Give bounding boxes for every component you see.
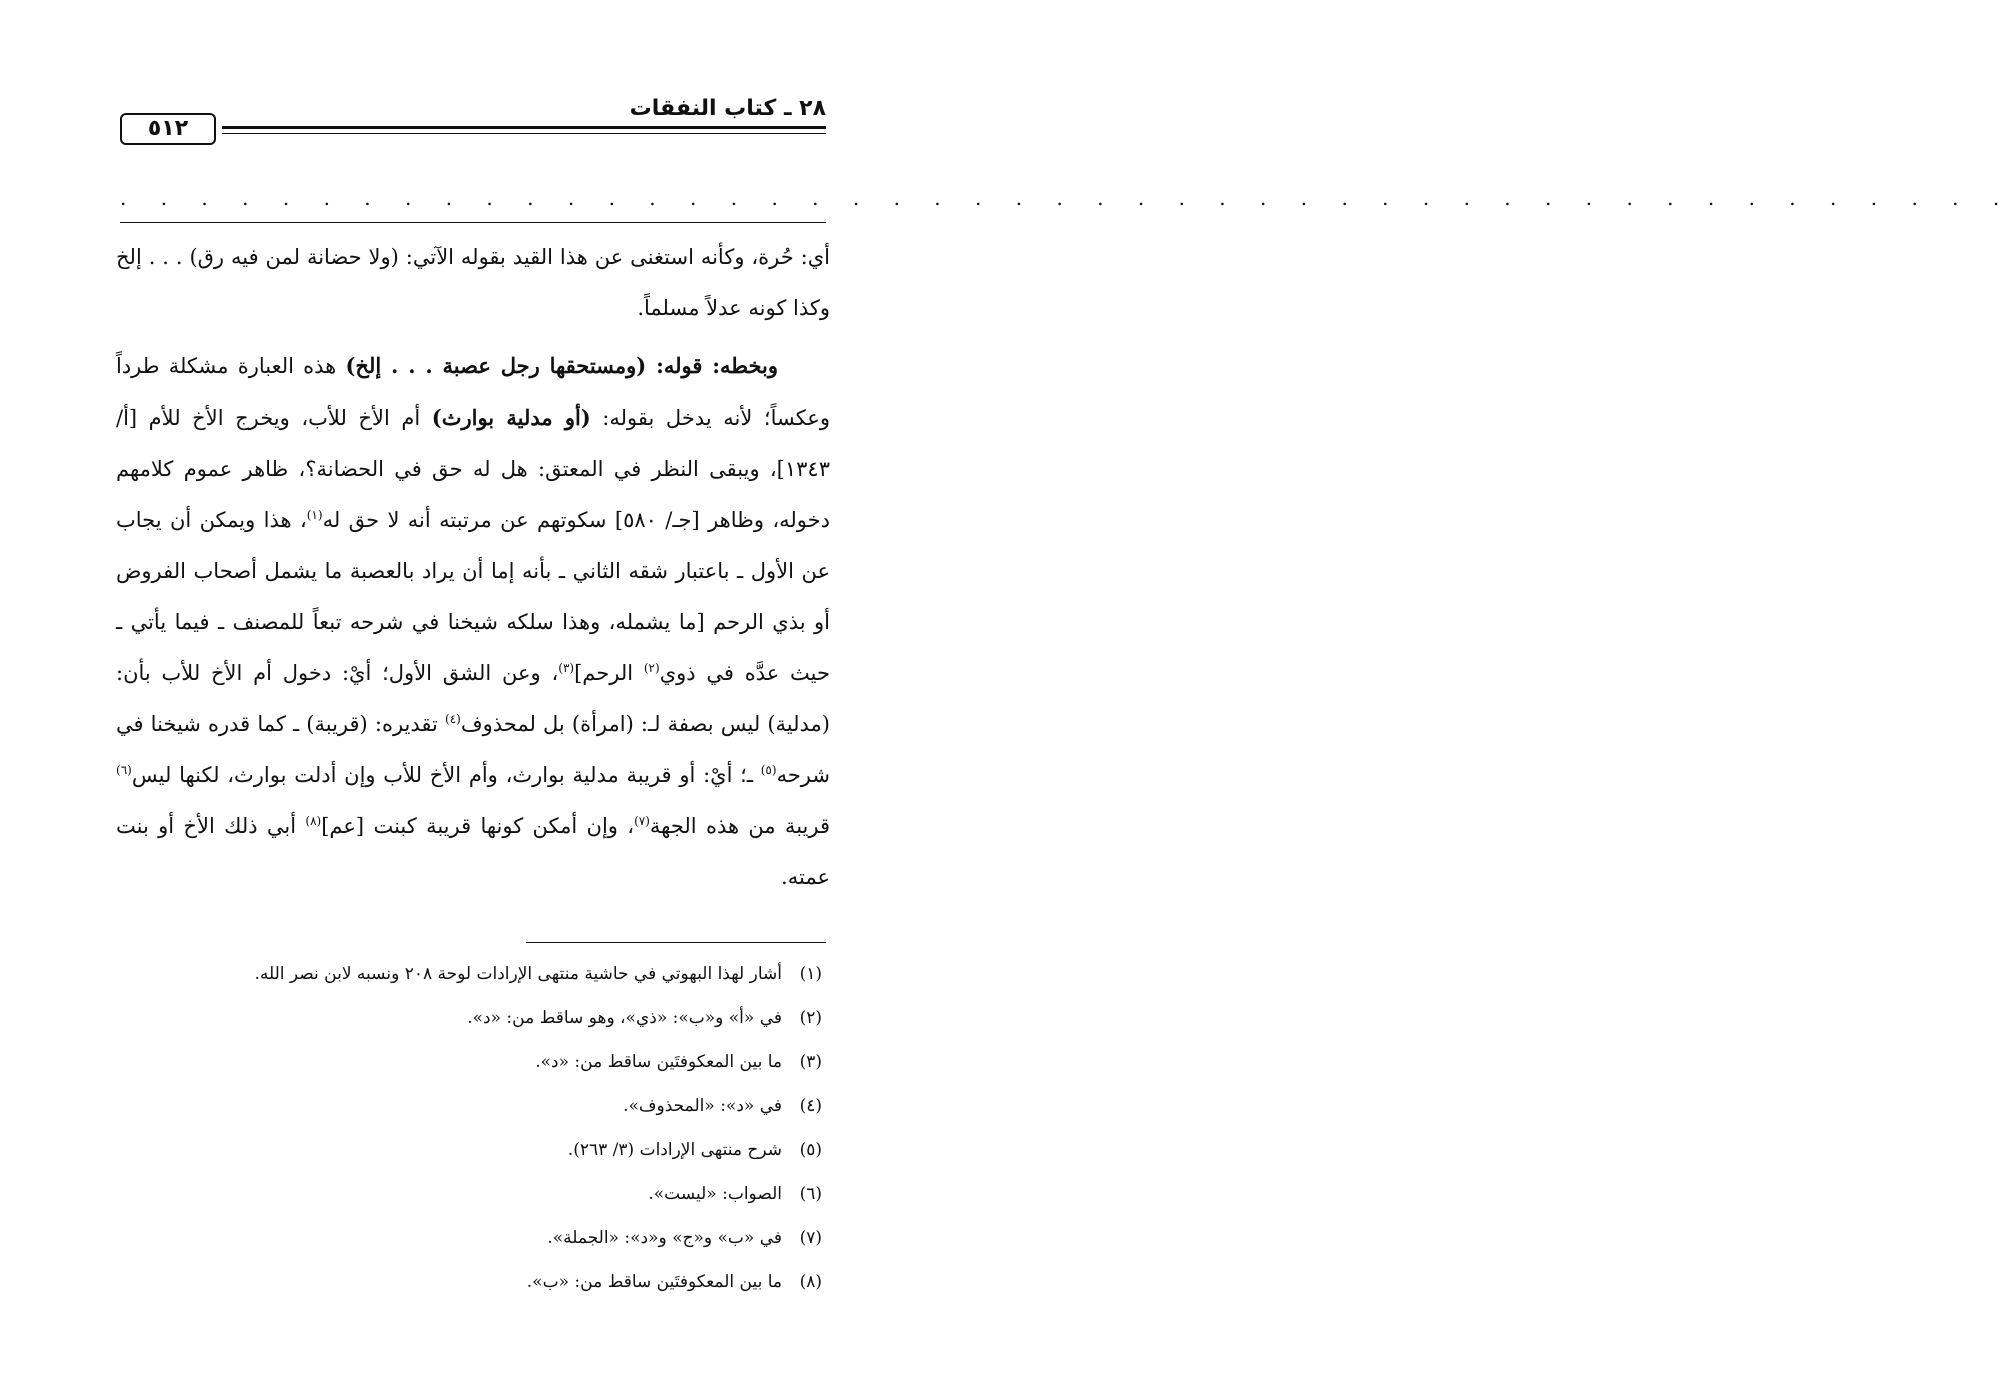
footnote-text: شرح منتهى الإرادات (٣/ ٢٦٣).	[567, 1140, 782, 1160]
footnote-number: (٦)	[799, 1184, 822, 1204]
paragraph-2-lead: وبخطه: قوله: (ومستحقها رجل عصبة . . . إلخ)	[345, 353, 778, 378]
footnote-text: ما بين المعكوفتَين ساقط من: «د».	[535, 1052, 782, 1072]
footnote-ref-8[interactable]: (٨)	[305, 814, 322, 828]
footnote-number: (٢)	[799, 1008, 822, 1028]
footnote-8	[120, 1260, 822, 1304]
text-run: قريبة من هذه الجهة	[649, 814, 830, 838]
text-run: ، وإن أمكن كونها قريبة كبنت [عم]	[321, 814, 635, 838]
footnote-4	[120, 1084, 822, 1128]
text-run: ، وعن الشق الأول؛ أيْ: دخول أم الأخ للأب بأن: (مدلية) ليس بصفة لـ: (امرأة) بل لمحذوف	[116, 661, 830, 736]
footnote-ref-4[interactable]: (٤)	[445, 712, 461, 726]
footnote-ref-2[interactable]: (٢)	[643, 661, 660, 675]
text-run: تقديره: (قريبة) ـ كما قدره شيخنا في شرحه	[116, 712, 830, 787]
text-run: الرحم]	[574, 661, 644, 685]
footnote-text: أشار لهذا البهوتي في حاشية منتهى الإرادات لوحة ٢٠٨ ونسبه لابن نصر الله.	[254, 964, 782, 984]
footnote-text: ما بين المعكوفتَين ساقط من: «ب».	[526, 1272, 782, 1292]
text-run: أبي ذلك الأخ أو بنت عمته.	[116, 814, 830, 889]
footnote-ref-1[interactable]: (١)	[306, 508, 323, 522]
footnotes	[120, 952, 822, 1304]
footnote-2	[120, 996, 822, 1040]
footnote-rule	[526, 942, 826, 943]
footnote-5	[120, 1128, 822, 1172]
text-divider	[120, 222, 826, 223]
footnote-text: في «د»: «المحذوف».	[623, 1096, 782, 1116]
footnote-number: (٣)	[799, 1052, 822, 1072]
footnote-number: (٨)	[799, 1272, 822, 1292]
footnote-text: في «أ» و«ب»: «ذي»، وهو ساقط من: «د».	[467, 1008, 782, 1028]
footnote-ref-3[interactable]: (٣)	[558, 661, 575, 675]
footnote-ref-5[interactable]: (٥)	[760, 763, 777, 777]
footnote-text: في «ب» و«ج» و«د»: «الجملة».	[547, 1228, 782, 1248]
quoted-phrase: (أو مدلية بوارث)	[431, 405, 591, 430]
text-run: أم الأخ للأب، ويخرج الأخ للأم [أ/ ١٣٤٣]، ويبقى النظر في المعتق: هل له حق في الحضانة؟، ظاهر عموم كلامهم دخوله، وظاهر [جـ/ ٥٨٠] سكوتهم عن مرتبته أنه لا حق له	[116, 406, 830, 532]
footnote-1	[120, 952, 822, 996]
footnote-number: (٧)	[799, 1228, 822, 1248]
footnote-ref-7[interactable]: (٧)	[634, 814, 650, 828]
footnote-text: الصواب: «ليست».	[648, 1184, 782, 1204]
body-text	[116, 232, 830, 903]
text-run: هذه العبارة مشكلة طرداً وعكساً؛ لأنه يدخل بقوله:	[116, 354, 830, 430]
footnote-number: (١)	[799, 964, 822, 984]
page-number: ٥١٢	[120, 113, 216, 145]
paragraph-1: أي: حُرة، وكأنه استغنى عن هذا القيد بقوله الآتي: (ولا حضانة لمن فيه رق) . . . إلخ وكذا كونه عدلاً مسلماً.	[116, 245, 830, 320]
paragraph-2	[116, 340, 830, 903]
footnote-7	[120, 1216, 822, 1260]
footnote-number: (٥)	[799, 1140, 822, 1160]
footnote-6	[120, 1172, 822, 1216]
ellipsis-row: . . . . . . . . . . . . . . . . . . . . . . . . . . . . . . . . . . . . . . . . . . . . . . .	[120, 186, 2013, 210]
text-run: ـ؛ أيْ: أو قريبة مدلية بوارث، وأم الأخ للأب وإن أدلت بوارث، لكنها ليس	[131, 763, 761, 787]
header-rule	[222, 126, 826, 134]
footnote-ref-6[interactable]: (٦)	[116, 763, 132, 777]
footnote-3	[120, 1040, 822, 1084]
footnote-number: (٤)	[799, 1096, 822, 1116]
running-title: ٢٨ ـ كتاب النفقات	[629, 96, 826, 121]
text-run: ، هذا ويمكن أن يجاب عن الأول ـ باعتبار شقه الثاني ـ بأنه إما أن يراد بالعصبة ما يشمل أصحاب الفروض أو بذي الرحم [ما يشمله، وهذا سلكه شيخنا في شرحه تبعاً للمصنف ـ فيما يأتي ـ حيث عدَّه في ذوي	[116, 508, 830, 685]
